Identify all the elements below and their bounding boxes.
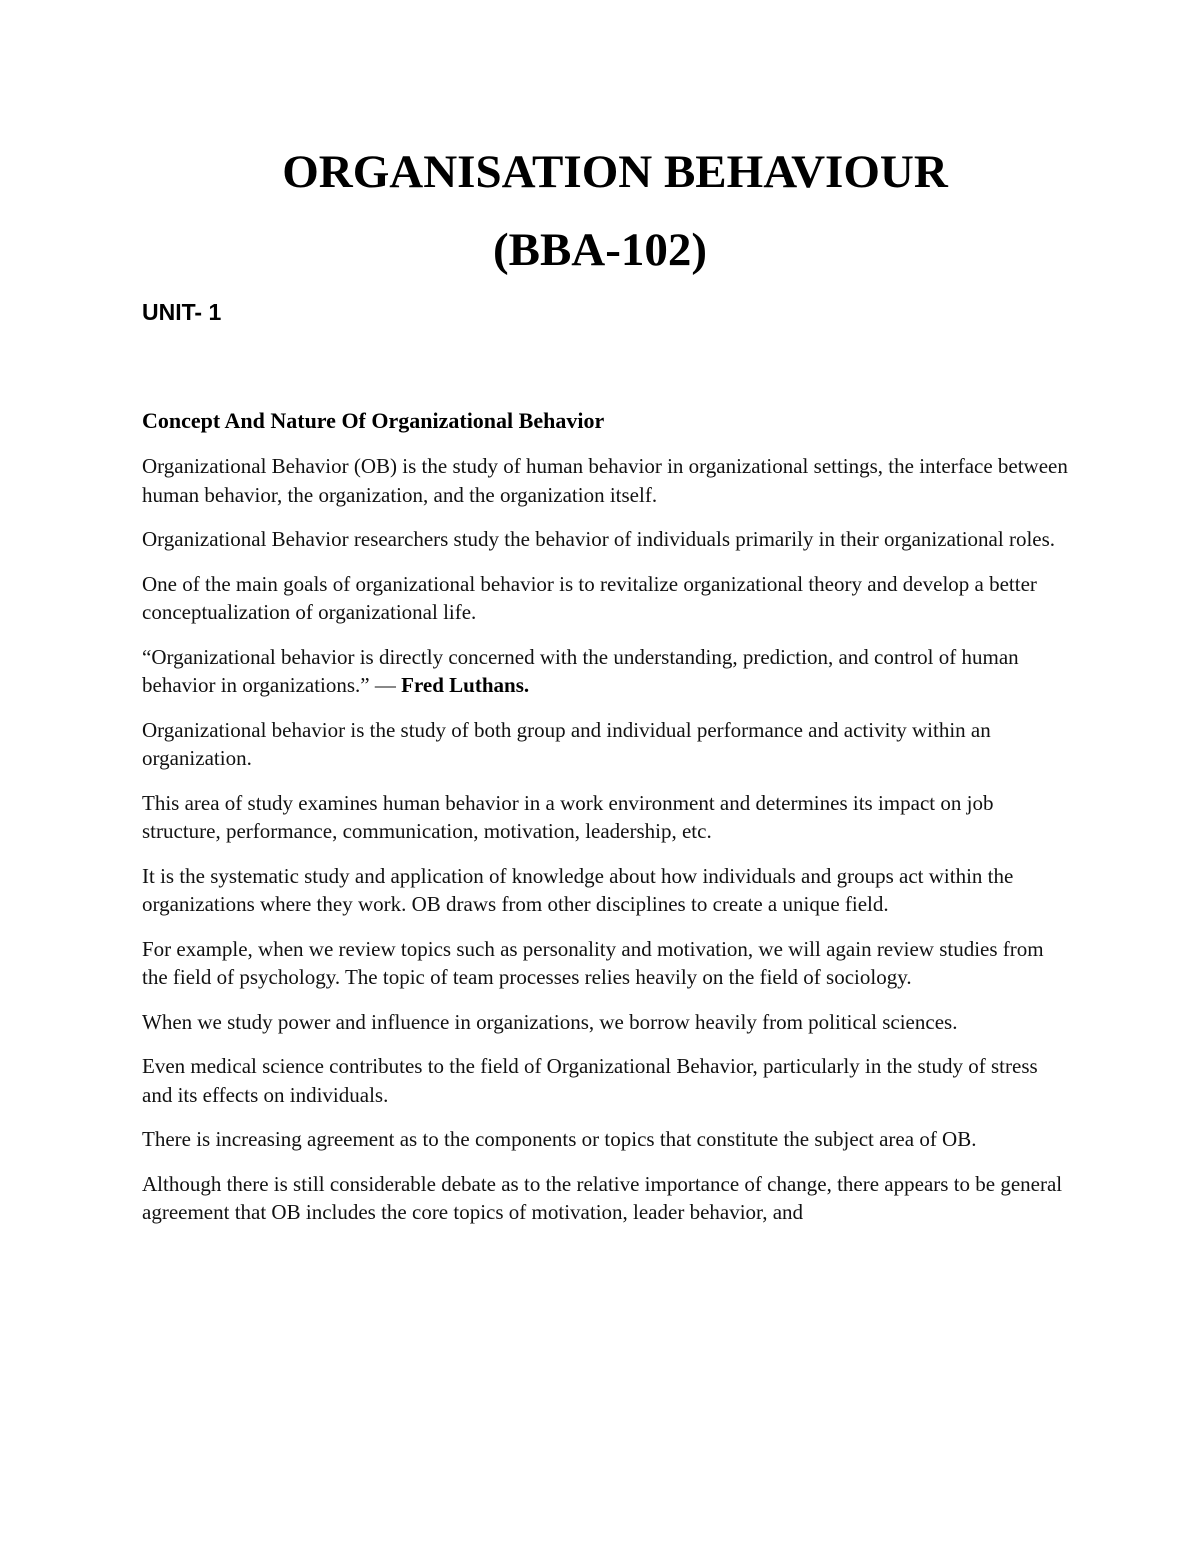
paragraph: There is increasing agreement as to the components or topics that constitute the subject area of OB. xyxy=(142,1127,977,1151)
unit-label: UNIT- 1 xyxy=(142,299,222,325)
paragraph: Organizational Behavior (OB) is the study of human behavior in organizational settings, the interface between human behavior, the organization, and the organization itself. xyxy=(142,454,1068,507)
course-code: (BBA-102) xyxy=(492,224,708,276)
paragraph: Even medical science contributes to the field of Organizational Behavior, particularly in the study of stress and its effects on individuals. xyxy=(142,1054,1038,1107)
paragraph: When we study power and influence in organizations, we borrow heavily from political sciences. xyxy=(142,1009,958,1034)
paragraph: One of the main goals of organizational behavior is to revitalize organizational theory and develop a better conceptualization of organizational life. xyxy=(142,571,1037,624)
document-body xyxy=(142,405,1072,1243)
quote-author: Fred Luthans. xyxy=(401,673,530,697)
paragraph: Although there is still considerable debate as to the relative importance of change, there appears to be general agreement that OB includes the core topics of motivation, leader behavior, and xyxy=(142,1171,1063,1224)
quote-text: “Organizational behavior is directly concerned with the understanding, prediction, and control of human behavior in organizations.” — xyxy=(142,644,1019,697)
paragraph: This area of study examines human behavior in a work environment and determines its impact on job structure, performance, communication, motivation, leadership, etc. xyxy=(142,790,994,843)
section-heading: Concept And Nature Of Organizational Behavior xyxy=(142,408,605,433)
quote-paragraph xyxy=(142,643,1072,700)
paragraph: For example, when we review topics such as personality and motivation, we will again review studies from the field of psychology. The topic of team processes relies heavily on the field of sociology. xyxy=(142,936,1044,989)
paragraph: It is the systematic study and application of knowledge about how individuals and groups act within the organizations where they work. OB draws from other disciplines to create a unique field. xyxy=(142,863,1014,916)
document-title: ORGANISATION BEHAVIOUR xyxy=(282,146,948,198)
paragraph: Organizational behavior is the study of both group and individual performance and activity within an organization. xyxy=(142,717,991,770)
paragraph: Organizational Behavior researchers study the behavior of individuals primarily in their organizational roles. xyxy=(142,527,1056,551)
